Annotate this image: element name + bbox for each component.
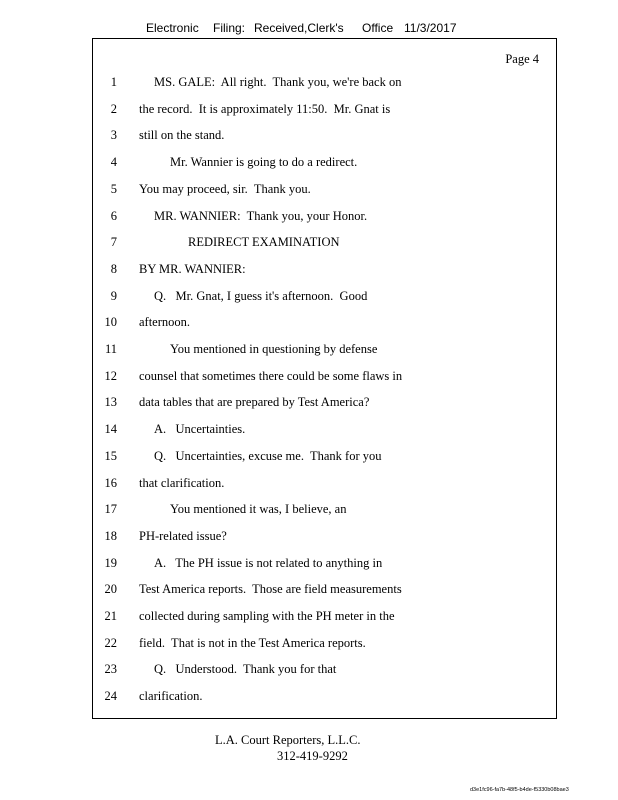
line-number: 21 bbox=[104, 609, 117, 623]
line-number: 22 bbox=[104, 635, 117, 650]
transcript-line bbox=[93, 502, 553, 520]
line-number: 13 bbox=[104, 395, 117, 410]
line-text: Mr. Wannier is going to do a redirect. bbox=[170, 155, 358, 170]
line-text: clarification. bbox=[139, 689, 203, 704]
line-number: 14 bbox=[104, 422, 117, 437]
line-number: 17 bbox=[104, 502, 117, 517]
line-text: still on the stand. bbox=[139, 128, 225, 143]
header-word-office: Office bbox=[362, 21, 394, 35]
transcript-line bbox=[93, 422, 553, 440]
header-word-received: Received,Clerk's bbox=[254, 21, 344, 35]
line-text: A. The PH issue is not related to anything in bbox=[154, 555, 383, 570]
line-text: that clarification. bbox=[139, 475, 225, 490]
document-hash: d3e1fc96-fa7b-48f5-b4de-f5330b08bae3 bbox=[470, 787, 569, 793]
line-text: Q. Uncertainties, excuse me. Thank for you bbox=[154, 448, 382, 463]
line-text: REDIRECT EXAMINATION bbox=[188, 235, 340, 250]
header-word-date: 11/3/2017 bbox=[404, 21, 457, 35]
line-text: MR. WANNIER: Thank you, your Honor. bbox=[154, 208, 368, 223]
transcript-line bbox=[93, 262, 553, 280]
line-number: 20 bbox=[104, 582, 117, 597]
footer-phone: 312-419-9292 bbox=[277, 749, 348, 763]
line-text: PH-related issue? bbox=[139, 528, 227, 543]
line-text: data tables that are prepared by Test America? bbox=[139, 395, 370, 410]
transcript-page bbox=[92, 38, 557, 719]
line-text: Q. Mr. Gnat, I guess it's afternoon. Good bbox=[154, 288, 368, 303]
line-number: 7 bbox=[110, 235, 117, 250]
line-text: the record. It is approximately 11:50. Mr. Gnat is bbox=[139, 101, 391, 116]
transcript-line bbox=[93, 209, 553, 227]
line-number: 2 bbox=[110, 101, 117, 116]
header-word-filing: Filing: bbox=[213, 21, 246, 35]
line-number: 24 bbox=[104, 689, 117, 704]
line-number: 15 bbox=[104, 448, 117, 463]
transcript-line bbox=[93, 476, 553, 494]
transcript-line bbox=[93, 556, 553, 574]
footer-company: L.A. Court Reporters, L.L.C. bbox=[215, 733, 361, 747]
line-number: 23 bbox=[104, 662, 117, 677]
line-text: Q. Understood. Thank you for that bbox=[154, 662, 337, 677]
header-word-electronic: Electronic bbox=[146, 21, 199, 35]
line-text: A. Uncertainties. bbox=[154, 422, 246, 437]
line-number: 4 bbox=[110, 155, 117, 170]
transcript-line bbox=[93, 342, 553, 360]
line-number: 10 bbox=[104, 315, 117, 330]
transcript-line bbox=[93, 529, 553, 547]
line-number: 3 bbox=[110, 128, 117, 143]
line-number: 16 bbox=[104, 475, 117, 490]
transcript-line bbox=[93, 395, 553, 413]
transcript-line bbox=[93, 102, 553, 120]
line-text: You mentioned it was, I believe, an bbox=[170, 502, 347, 517]
page-number: Page 4 bbox=[505, 52, 539, 66]
filing-header bbox=[0, 21, 618, 37]
line-text: MS. GALE: All right. Thank you, we're back on bbox=[154, 75, 402, 89]
line-text: You mentioned in questioning by defense bbox=[170, 342, 378, 356]
transcript-line bbox=[93, 582, 553, 600]
line-number: 11 bbox=[104, 342, 117, 356]
line-number: 8 bbox=[110, 261, 117, 276]
line-number: 9 bbox=[110, 288, 117, 303]
line-text: You may proceed, sir. Thank you. bbox=[139, 181, 311, 196]
transcript-line bbox=[93, 75, 553, 93]
line-number: 19 bbox=[104, 555, 117, 570]
transcript-line bbox=[93, 315, 553, 333]
line-text: collected during sampling with the PH meter in the bbox=[139, 609, 395, 623]
transcript-line bbox=[93, 155, 553, 173]
transcript-line bbox=[93, 636, 553, 654]
transcript-line bbox=[93, 369, 553, 387]
line-number: 6 bbox=[110, 208, 117, 223]
line-number: 5 bbox=[110, 181, 117, 196]
transcript-line bbox=[93, 449, 553, 467]
line-number: 1 bbox=[110, 75, 117, 89]
transcript-line bbox=[93, 609, 553, 627]
transcript-line bbox=[93, 235, 553, 253]
transcript-line bbox=[93, 182, 553, 200]
line-text: counsel that sometimes there could be some flaws in bbox=[139, 368, 403, 383]
line-text: BY MR. WANNIER: bbox=[139, 261, 246, 276]
line-text: field. That is not in the Test America reports. bbox=[139, 635, 366, 650]
transcript-line bbox=[93, 689, 553, 707]
transcript-line bbox=[93, 289, 553, 307]
transcript-line bbox=[93, 128, 553, 146]
line-text: afternoon. bbox=[139, 315, 191, 330]
transcript-line bbox=[93, 662, 553, 680]
line-number: 12 bbox=[104, 368, 117, 383]
line-text: Test America reports. Those are field measurements bbox=[139, 582, 402, 597]
line-number: 18 bbox=[104, 528, 117, 543]
